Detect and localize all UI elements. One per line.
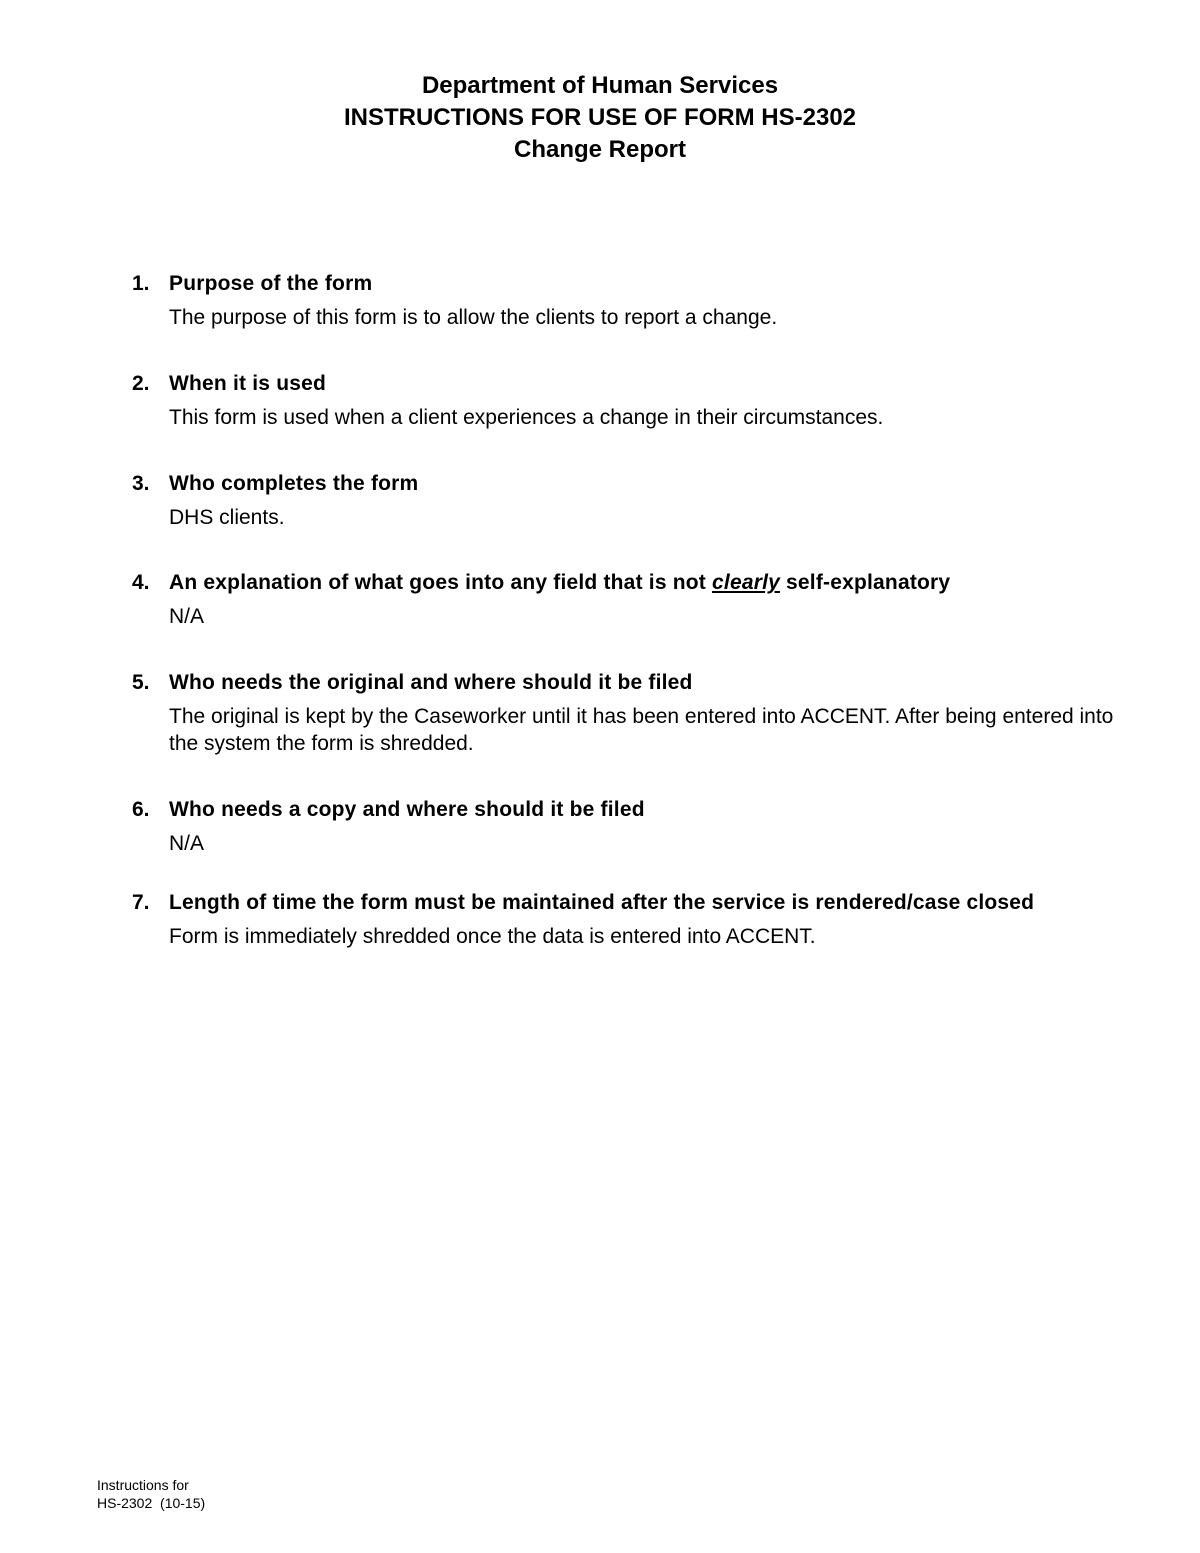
item-heading	[169, 569, 950, 597]
item-number: 7.	[132, 891, 150, 914]
footer-form-id: HS-2302 (10-15)	[97, 1495, 206, 1511]
item-text: The purpose of this form is to allow the clients to report a change.	[169, 306, 778, 329]
item-heading-part: An explanation of what goes into any field that is not	[169, 571, 713, 594]
form-name-title: Change Report	[513, 136, 686, 163]
item-text: The original is kept by the Caseworker until it has been entered into ACCENT. After being entered into the system the form is shredded.	[169, 705, 1114, 755]
item-heading: Who needs the original and where should it be filed	[169, 671, 693, 694]
item-text: This form is used when a client experiences a change in their circumstances.	[169, 406, 884, 429]
item-heading: Length of time the form must be maintained after the service is rendered/case closed	[169, 891, 1035, 914]
item-number: 2.	[132, 372, 150, 395]
item-text: N/A	[169, 605, 205, 628]
emphasis-clearly: clearly	[712, 571, 780, 594]
item-heading: Who needs a copy and where should it be filed	[169, 798, 645, 821]
footer-line-1: Instructions for	[97, 1477, 189, 1493]
item-text: Form is immediately shredded once the data is entered into ACCENT.	[169, 925, 816, 948]
document-header	[0, 70, 1200, 166]
item-number: 6.	[132, 798, 150, 821]
instructions-title: INSTRUCTIONS FOR USE OF FORM HS-2302	[343, 104, 857, 131]
item-heading: Who completes the form	[169, 472, 419, 495]
item-heading: When it is used	[169, 372, 327, 395]
item-text: N/A	[169, 832, 205, 855]
department-title: Department of Human Services	[421, 72, 779, 99]
item-text: DHS clients.	[169, 506, 285, 529]
item-heading: Purpose of the form	[169, 272, 373, 295]
item-number: 3.	[132, 472, 150, 495]
item-number: 1.	[132, 272, 150, 295]
item-number: 5.	[132, 671, 150, 694]
page-footer	[97, 1476, 205, 1512]
item-number: 4.	[132, 571, 150, 594]
item-heading-part: self-explanatory	[780, 571, 951, 594]
